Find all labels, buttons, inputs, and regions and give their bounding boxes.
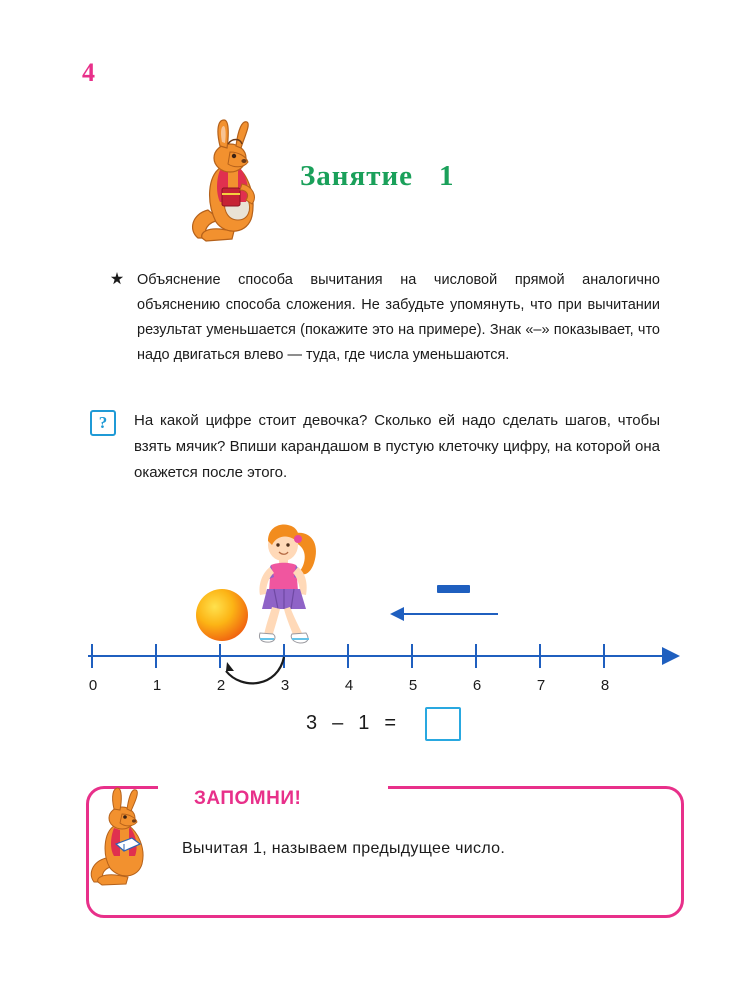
teacher-note-text: Объяснение способа вычитания на числовой прямой аналогично объяснению способа сложения. Не забудьте упомянуть, что при вычитании результат уменьшается (покажите это на примере). Знак «–» показывает, что надо двигаться влево — туда, где числа уменьшаются. — [137, 272, 660, 363]
number-line-tick — [539, 644, 541, 668]
number-line-tick — [91, 644, 93, 668]
direction-arrow-line — [402, 613, 498, 615]
equation-operator: – — [332, 712, 347, 734]
star-icon — [110, 272, 124, 289]
direction-arrow-head-icon — [390, 607, 404, 621]
equation — [300, 712, 405, 735]
remember-text: Вычитая 1, называем предыдущее число. — [182, 840, 506, 857]
number-line-label: 1 — [152, 677, 162, 694]
number-line-arrow-icon — [662, 647, 680, 665]
page-number: 4 — [82, 58, 95, 87]
number-line-label: 2 — [216, 677, 226, 694]
minus-sign-icon — [437, 585, 470, 593]
lesson-title-text: Занятие — [300, 160, 414, 192]
girl-walking-illustration — [238, 515, 334, 655]
number-line-tick — [155, 644, 157, 668]
equation-left: 3 — [306, 712, 321, 734]
number-line-label: 7 — [536, 677, 546, 694]
kangaroo-teacher-illustration — [186, 110, 276, 250]
page-title — [300, 160, 455, 193]
question-icon: ? — [90, 410, 116, 436]
kangaroo-reading-illustration — [88, 782, 160, 892]
number-line-tick — [347, 644, 349, 668]
number-line-label: 3 — [280, 677, 290, 694]
number-line-label: 4 — [344, 677, 354, 694]
number-line-tick — [475, 644, 477, 668]
number-line-label: 8 — [600, 677, 610, 694]
number-line-tick — [603, 644, 605, 668]
orange-ball-illustration — [196, 589, 248, 641]
question-text: На какой цифре стоит девочка? Сколько ей надо сделать шагов, чтобы взять мячик? Впиши карандашом в пустую клеточку цифру, на которой она окажется после этого. — [134, 412, 660, 481]
lesson-title-number: 1 — [439, 160, 455, 192]
jump-arc-icon — [200, 651, 310, 699]
remember-title: ЗАПОМНИ! — [186, 788, 309, 810]
equation-equals: = — [384, 712, 400, 734]
number-line-label: 0 — [88, 677, 98, 694]
equation-right: 1 — [358, 712, 373, 734]
number-line-label: 5 — [408, 677, 418, 694]
number-line-axis — [88, 655, 668, 657]
number-line-tick — [411, 644, 413, 668]
number-line-label: 6 — [472, 677, 482, 694]
answer-input-box[interactable] — [425, 707, 461, 741]
